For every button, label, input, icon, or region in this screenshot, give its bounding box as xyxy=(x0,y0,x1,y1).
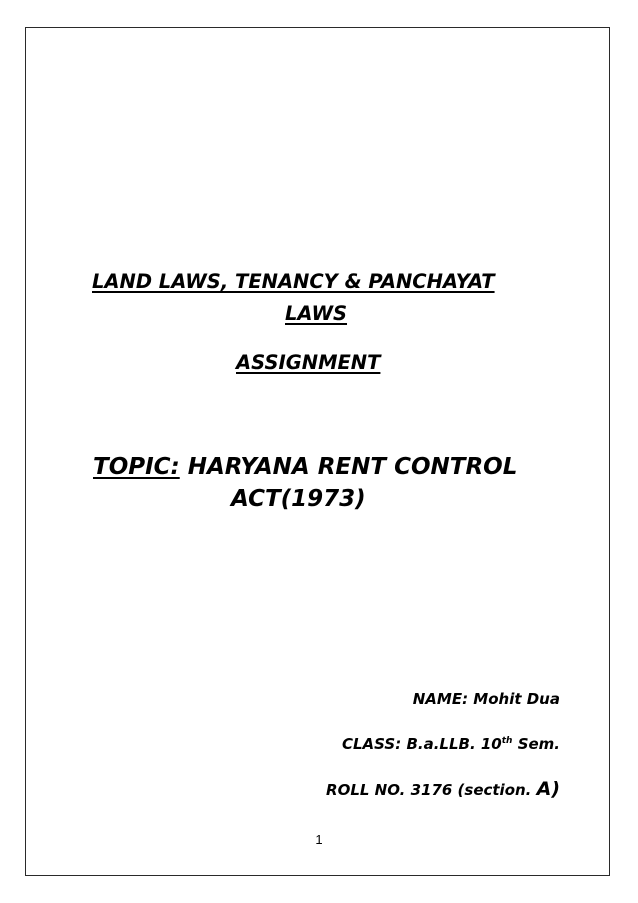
student-name: NAME: Mohit Dua xyxy=(412,690,560,708)
class-suffix: Sem. xyxy=(512,735,560,753)
page-number: 1 xyxy=(315,832,323,847)
class-superscript: th xyxy=(501,736,513,746)
roll-number xyxy=(326,778,560,800)
topic-title-part-1: HARYANA RENT CONTROL xyxy=(179,454,518,480)
topic-line-2: ACT(1973) xyxy=(231,486,366,512)
subject-title-line-2: LAWS xyxy=(285,302,348,325)
student-class xyxy=(342,735,560,753)
roll-section: A) xyxy=(536,778,560,800)
topic-label: TOPIC: xyxy=(93,454,180,480)
roll-text: ROLL NO. 3176 (section. xyxy=(326,781,537,799)
class-text: CLASS: B.a.LLB. 10 xyxy=(341,735,502,753)
topic-line-1 xyxy=(93,454,517,480)
assignment-heading: ASSIGNMENT xyxy=(236,351,381,374)
subject-title-line-1: LAND LAWS, TENANCY & PANCHAYAT xyxy=(92,270,495,293)
